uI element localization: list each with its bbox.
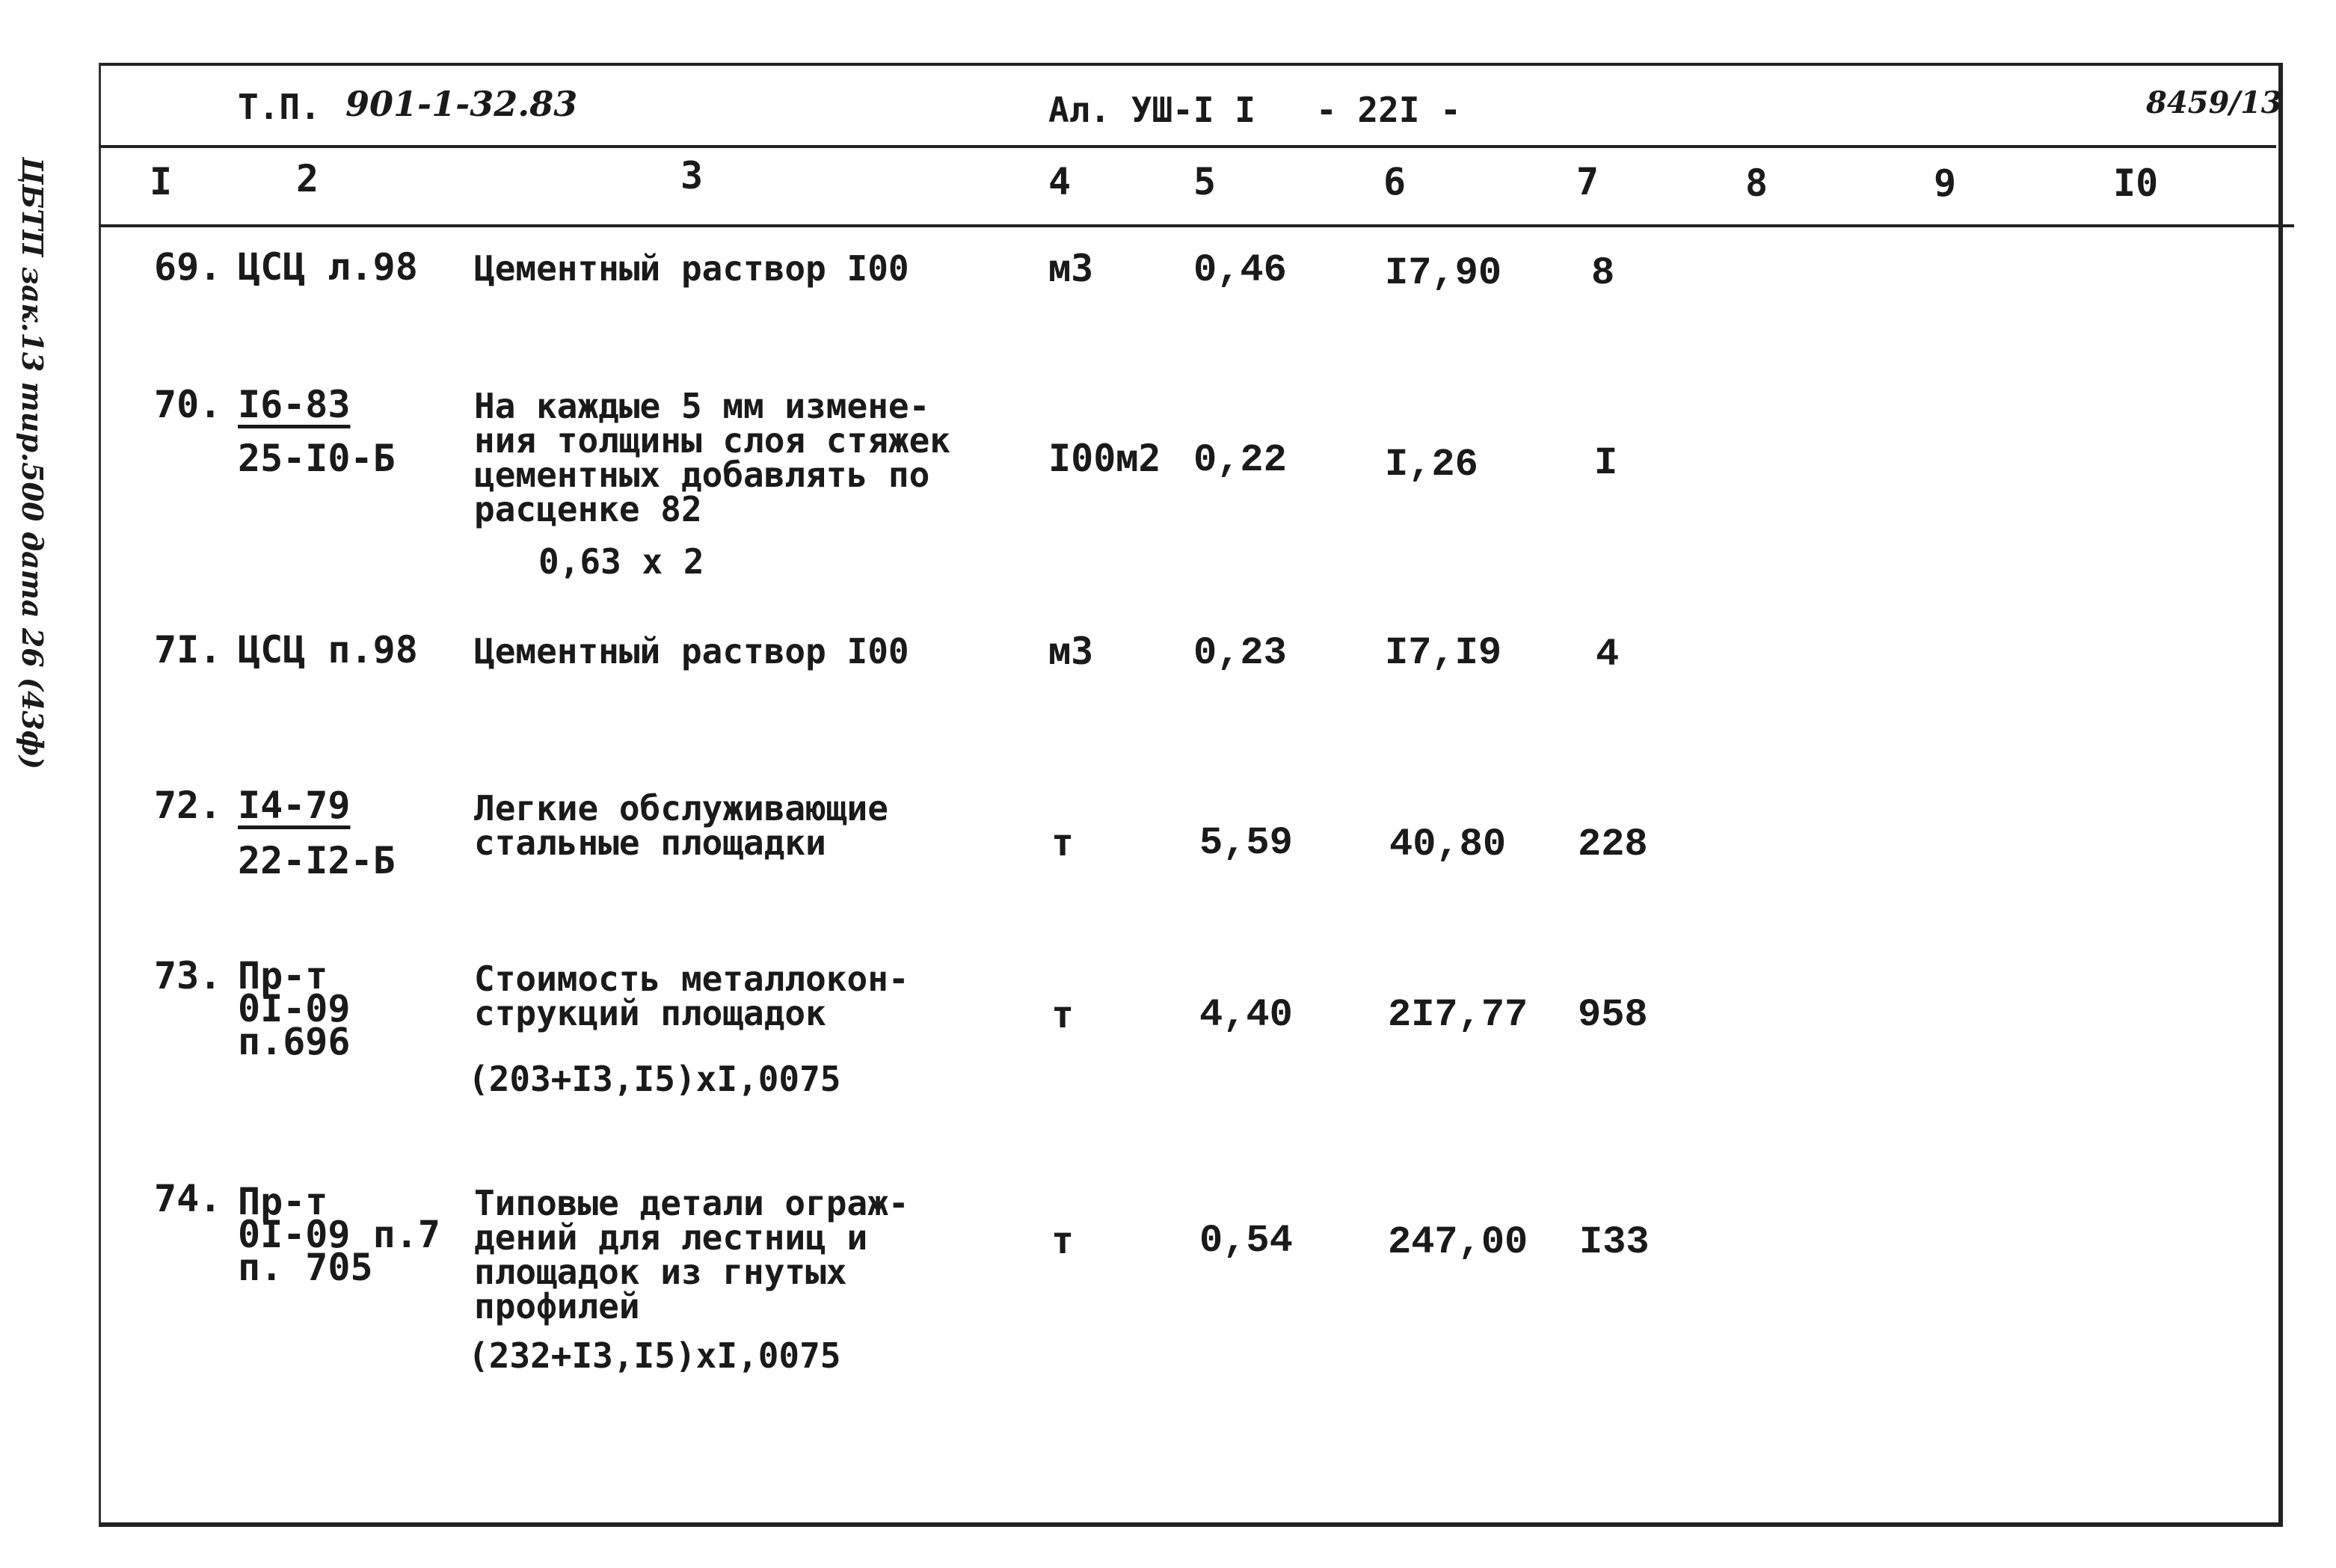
row-73-unit: т	[1051, 993, 1075, 1036]
row-69-total: 8	[1591, 251, 1615, 295]
col-num-3: 3	[680, 154, 704, 197]
row-73-quantity: 4,40	[1199, 993, 1293, 1037]
row-72-description: Легкие обслуживающие стальные площадки	[474, 788, 888, 863]
row-74-code-3: п. 705	[238, 1246, 373, 1289]
row-74-quantity: 0,54	[1199, 1219, 1293, 1263]
row-71-total: 4	[1596, 633, 1620, 677]
row-69-number: 69.	[154, 245, 222, 289]
side-stamp	[7, 82, 52, 770]
project-number: 901-1-32.83	[345, 84, 578, 124]
row-71-code: ЦСЦ п.98	[238, 628, 418, 671]
row-70-code-top: I6-83	[238, 383, 351, 426]
col-num-1: I	[150, 160, 173, 203]
row-74-total: I33	[1579, 1220, 1650, 1264]
inventory-number: 8459/13	[2146, 85, 2282, 120]
row-73-formula: (203+I3,I5)хI,0075	[468, 1059, 841, 1099]
row-70-number: 70.	[154, 383, 222, 426]
col-num-7: 7	[1576, 160, 1599, 203]
row-69-code: ЦСЦ л.98	[238, 245, 418, 289]
row-72-number: 72.	[154, 784, 222, 827]
col-num-2: 2	[296, 157, 319, 200]
row-74-code-2: 0I-09 п.7	[238, 1213, 440, 1256]
row-73-code-1: Пр-т	[238, 954, 328, 997]
table-frame	[99, 63, 2283, 1527]
row-72-unit: т	[1051, 821, 1075, 864]
column-number-rule	[99, 224, 2294, 227]
album-label: Ал. УШ-I I	[1048, 90, 1255, 130]
row-71-unit: м3	[1048, 630, 1094, 673]
row-69-quantity: 0,46	[1193, 248, 1287, 292]
row-70-price: I,26	[1385, 443, 1478, 487]
col-num-6: 6	[1383, 160, 1407, 203]
col-num-4: 4	[1048, 160, 1072, 203]
row-72-price: 40,80	[1389, 823, 1507, 867]
row-73-number: 73.	[154, 954, 222, 997]
row-70-total: I	[1594, 441, 1618, 485]
row-71-number: 7I.	[154, 628, 222, 671]
row-73-code-3: п.696	[238, 1020, 351, 1063]
row-70-quantity: 0,22	[1193, 438, 1287, 482]
row-70-code-bottom: 25-I0-Б	[238, 437, 396, 480]
row-71-description: Цементный раствор I00	[474, 631, 909, 671]
row-72-code-bottom: 22-I2-Б	[238, 839, 396, 882]
row-72-total: 228	[1578, 823, 1648, 867]
row-74-price: 247,00	[1388, 1220, 1528, 1264]
side-stamp-text: ЦБТП зак.13 тир.500 дата 26 (43ф)	[16, 157, 49, 770]
row-74-number: 74.	[154, 1177, 222, 1220]
col-num-8: 8	[1745, 162, 1768, 205]
page-number: - 22I -	[1316, 90, 1461, 130]
row-69-unit: м3	[1048, 247, 1094, 290]
series-label: Т.П.	[238, 87, 321, 127]
row-74-code-1: Пр-т	[238, 1180, 328, 1223]
row-70-formula: 0,63 х 2	[538, 541, 704, 582]
row-73-description: Стоимость металлокон- струкций площадок	[474, 959, 909, 1033]
row-70-unit: I00м2	[1048, 437, 1161, 480]
col-num-5: 5	[1193, 160, 1217, 203]
row-74-description: Типовые детали ограж- дений для лестниц и площадок из гнутых профилей	[474, 1183, 909, 1326]
row-70-description: На каждые 5 мм измене- ния толщины слоя стяжек цементных добавлять по расценке 82	[474, 386, 950, 529]
row-73-code-2: 0I-09	[238, 987, 351, 1030]
row-74-formula: (232+I3,I5)хI,0075	[468, 1335, 841, 1376]
row-74-unit: т	[1051, 1219, 1075, 1262]
header-rule	[99, 145, 2276, 148]
row-73-price: 2I7,77	[1388, 993, 1528, 1037]
col-num-9: 9	[1934, 162, 1957, 205]
row-72-code-top: I4-79	[238, 784, 351, 827]
row-73-total: 958	[1578, 993, 1648, 1037]
col-num-10: I0	[2113, 162, 2159, 205]
row-71-price: I7,I9	[1385, 631, 1502, 675]
row-71-quantity: 0,23	[1193, 631, 1287, 675]
row-72-quantity: 5,59	[1199, 821, 1293, 865]
row-69-price: I7,90	[1385, 251, 1502, 295]
row-69-description: Цементный раствор I00	[474, 248, 909, 289]
